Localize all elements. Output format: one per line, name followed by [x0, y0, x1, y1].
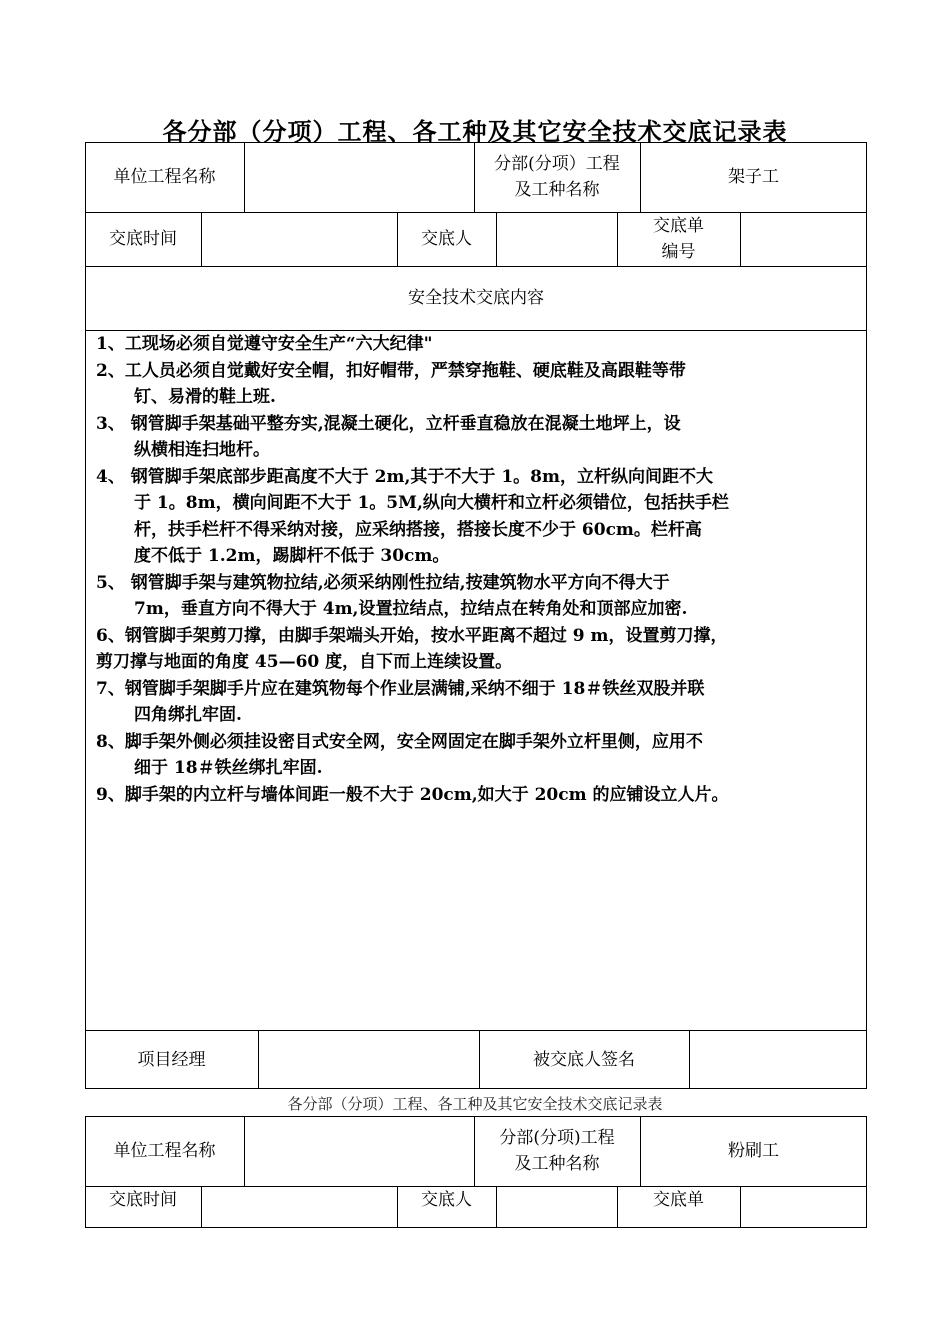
- content-heading: 安全技术交底内容: [408, 288, 544, 308]
- content-line: 5、 钢管脚手架与建筑物拉结,必须采纳刚性拉结,按建筑物水平方向不得大于: [96, 572, 670, 593]
- form2-trade-value[interactable]: 粉刷工: [728, 1141, 779, 1161]
- content-line: 8、脚手架外侧必须挂设密目式安全网，安全网固定在脚手架外立杆里侧，应用不: [96, 731, 703, 752]
- content-line: 钉、易滑的鞋上班.: [134, 387, 276, 407]
- unit-project-label: 单位工程名称: [113, 167, 216, 187]
- doc-no-label-line1: 交底单: [653, 216, 704, 236]
- content-line: 7m，垂直方向不得大于 4m,设置拉结点，拉结点在转角处和顶部应加密.: [134, 599, 688, 619]
- signee-label: 被交底人签名: [533, 1049, 635, 1070]
- content-line: 细于 18＃铁丝绑扎牢固.: [134, 758, 323, 778]
- content-line: 7、钢管脚手架脚手片应在建筑物每个作业层满铺,采纳不细于 18＃铁丝双股并联: [96, 678, 705, 699]
- content-body: [96, 331, 796, 808]
- signee-signature-field[interactable]: [689, 1030, 867, 1089]
- form2-briefer-field[interactable]: [496, 1186, 617, 1228]
- unit-project-field[interactable]: [244, 142, 474, 212]
- content-line: 6、钢管脚手架剪刀撑，由脚手架端头开始，按水平距离不超过 9 m，设置剪刀撑，: [96, 625, 728, 646]
- doc-no-label-line2: 编号: [661, 242, 696, 262]
- subproject-label: [474, 142, 640, 212]
- form2-subproject-label-line2: 及工种名称: [514, 1154, 600, 1174]
- briefer-label: 交底人: [421, 229, 472, 249]
- date-label: 交底时间: [109, 229, 177, 249]
- content-line: 纵横相连扫地杆。: [134, 440, 270, 460]
- content-line: 2、工人员必须自觉戴好安全帽，扣好帽带，严禁穿拖鞋、硬底鞋及高跟鞋等带: [96, 360, 686, 381]
- form-title: 各分部（分项）工程、各工种及其它安全技术交底记录表: [162, 117, 788, 146]
- doc-no-field[interactable]: [740, 212, 867, 266]
- content-line: 度不低于 1.2m，踢脚杆不低于 30cm。: [134, 546, 450, 566]
- pm-label: 项目经理: [137, 1049, 206, 1070]
- form2-doc-no-label: 交底单: [653, 1190, 704, 1210]
- form2-subproject-label-line1: 分部(分项)工程: [499, 1128, 615, 1148]
- content-line: 3、 钢管脚手架基础平整夯实,混凝土硬化，立杆垂直稳放在混凝土地坪上，设: [96, 413, 681, 434]
- pm-signature-field[interactable]: [258, 1030, 479, 1089]
- content-line: 于 1。8m，横向间距不大于 1。5M,纵向大横杆和立杆必须错位，包括扶手栏: [134, 493, 729, 513]
- form2-doc-no-field[interactable]: [740, 1186, 867, 1228]
- content-line: 四角绑扎牢固.: [134, 705, 242, 725]
- content-line: 4、 钢管脚手架底部步距高度不大于 2m,其于不大于 1。8m，立杆纵向间距不大: [96, 466, 713, 487]
- subproject-label-line2: 及工种名称: [514, 180, 600, 200]
- form2-date-label: 交底时间: [109, 1190, 177, 1210]
- form2-briefer-label: 交底人: [421, 1190, 472, 1210]
- form2-unit-project-field[interactable]: [244, 1116, 474, 1186]
- briefer-field[interactable]: [496, 212, 617, 266]
- form2-unit-project-label: 单位工程名称: [113, 1141, 216, 1161]
- form2-date-field[interactable]: [201, 1186, 397, 1228]
- content-line: 9、脚手架的内立杆与墙体间距一般不大于 20cm,如大于 20cm 的应铺设立人片。: [96, 784, 729, 805]
- content-line: 杆，扶手栏杆不得采纳对接，应采纳搭接，搭接长度不少于 60cm。栏杆高: [134, 519, 702, 540]
- content-line: 1、工现场必须自觉遵守安全生产“六大纪律": [96, 334, 433, 354]
- content-line: 剪刀撑与地面的角度 45—60 度，自下而上连续设置。: [96, 652, 513, 672]
- trade-value[interactable]: 架子工: [728, 167, 779, 187]
- subproject-label-line1: 分部(分项）工程: [494, 154, 620, 174]
- form2-title: 各分部（分项）工程、各工种及其它安全技术交底记录表: [287, 1095, 663, 1113]
- date-field[interactable]: [201, 212, 397, 266]
- doc-no-label: [617, 212, 740, 266]
- form2-subproject-label: [474, 1116, 640, 1186]
